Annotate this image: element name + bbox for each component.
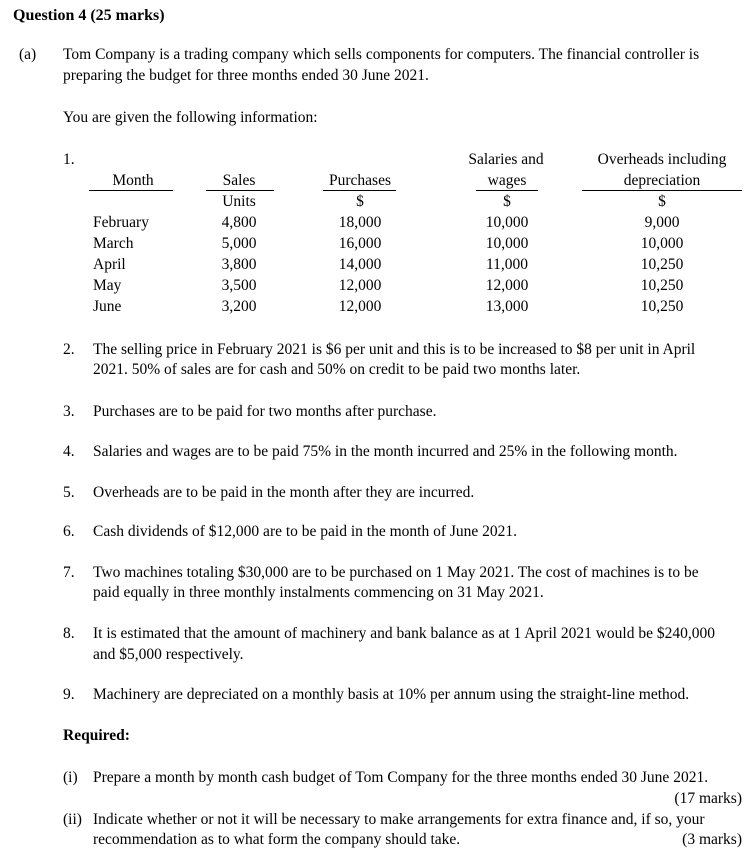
header-salaries-line2: wages xyxy=(487,172,527,189)
given-info-text: You are given the following information: xyxy=(63,109,318,126)
cell-month: June xyxy=(93,298,122,315)
required-ii-marks: (3 marks) xyxy=(682,831,742,848)
required-i-marks: (17 marks) xyxy=(674,790,742,807)
cell-sales: 3,800 xyxy=(221,256,257,273)
required-ii-label: (ii) xyxy=(63,811,82,828)
cell-purchases: 18,000 xyxy=(338,214,382,231)
cell-salaries: 10,000 xyxy=(485,214,529,231)
header-rule-salaries xyxy=(476,190,538,191)
item-number-1: 1. xyxy=(63,151,75,168)
header-purchases: Purchases xyxy=(329,172,391,189)
item-number: 8. xyxy=(63,625,75,642)
cell-salaries: 13,000 xyxy=(485,298,529,315)
cell-overheads: 10,000 xyxy=(640,235,684,252)
required-i-label: (i) xyxy=(63,769,78,786)
header-sales: Sales xyxy=(222,172,256,189)
item-text-line1: It is estimated that the amount of machinery and bank balance as at 1 April 2021 would be $240,000 xyxy=(93,625,715,642)
cell-overheads: 10,250 xyxy=(640,277,684,294)
cell-purchases: 14,000 xyxy=(338,256,382,273)
item-text-line1: The selling price in February 2021 is $6 per unit and this is to be increased to $8 per unit in April xyxy=(93,341,696,358)
unit-sales: Units xyxy=(222,193,256,210)
question-title: Question 4 (25 marks) xyxy=(13,7,165,24)
header-overheads-line2: depreciation xyxy=(623,172,701,189)
item-number: 2. xyxy=(63,341,75,358)
header-rule-sales xyxy=(206,190,274,191)
cell-sales: 3,200 xyxy=(221,298,257,315)
item-text-line1: Salaries and wages are to be paid 75% in the month incurred and 25% in the following month. xyxy=(93,443,678,460)
required-i-text: Prepare a month by month cash budget of Tom Company for the three months ended 30 June 2021. xyxy=(93,769,709,786)
cell-salaries: 10,000 xyxy=(485,235,529,252)
item-number: 6. xyxy=(63,523,75,540)
cell-month: April xyxy=(93,256,126,273)
header-month: Month xyxy=(112,172,154,189)
cell-purchases: 16,000 xyxy=(338,235,382,252)
cell-overheads: 9,000 xyxy=(644,214,680,231)
cell-month: February xyxy=(93,214,149,231)
unit-overheads: $ xyxy=(658,193,666,210)
item-text-line2: paid equally in three monthly instalments commencing on 31 May 2021. xyxy=(93,584,544,601)
cell-purchases: 12,000 xyxy=(338,298,382,315)
item-number: 5. xyxy=(63,484,75,501)
header-rule-purchases xyxy=(323,190,396,191)
cell-overheads: 10,250 xyxy=(640,256,684,273)
part-a-label: (a) xyxy=(19,46,37,63)
header-salaries-line1: Salaries and xyxy=(468,151,544,168)
item-number: 7. xyxy=(63,564,75,581)
cell-salaries: 12,000 xyxy=(485,277,529,294)
cell-purchases: 12,000 xyxy=(338,277,382,294)
cell-sales: 5,000 xyxy=(221,235,257,252)
required-ii-text-line2: recommendation as to what form the company should take. xyxy=(93,831,461,848)
required-heading: Required: xyxy=(63,727,130,744)
required-ii-text-line1: Indicate whether or not it will be necessary to make arrangements for extra finance and, if so, your xyxy=(93,811,705,828)
unit-salaries: $ xyxy=(503,193,511,210)
cell-month: March xyxy=(93,235,134,252)
item-number: 3. xyxy=(63,403,75,420)
cell-sales: 4,800 xyxy=(221,214,257,231)
item-text-line1: Purchases are to be paid for two months after purchase. xyxy=(93,403,437,420)
cell-month: May xyxy=(93,277,122,294)
item-text-line1: Machinery are depreciated on a monthly basis at 10% per annum using the straight-line method. xyxy=(93,686,690,703)
cell-salaries: 11,000 xyxy=(485,256,529,273)
item-text-line2: and $5,000 respectively. xyxy=(93,646,244,663)
item-text-line2: 2021. 50% of sales are for cash and 50% on credit to be paid two months later. xyxy=(93,361,581,378)
item-text-line1: Overheads are to be paid in the month after they are incurred. xyxy=(93,484,475,501)
header-rule-overheads xyxy=(582,190,742,191)
intro-line-2: preparing the budget for three months ended 30 June 2021. xyxy=(63,67,429,84)
item-number: 9. xyxy=(63,686,75,703)
item-text-line1: Cash dividends of $12,000 are to be paid in the month of June 2021. xyxy=(93,523,518,540)
item-number: 4. xyxy=(63,443,75,460)
intro-line-1: Tom Company is a trading company which sells components for computers. The financial controller is xyxy=(63,46,700,63)
unit-purchases: $ xyxy=(356,193,364,210)
header-rule-month xyxy=(89,190,173,191)
header-overheads-line1: Overheads including xyxy=(597,151,727,168)
item-text-line1: Two machines totaling $30,000 are to be purchased on 1 May 2021. The cost of machines is to be xyxy=(93,564,699,581)
cell-overheads: 10,250 xyxy=(640,298,684,315)
cell-sales: 3,500 xyxy=(221,277,257,294)
